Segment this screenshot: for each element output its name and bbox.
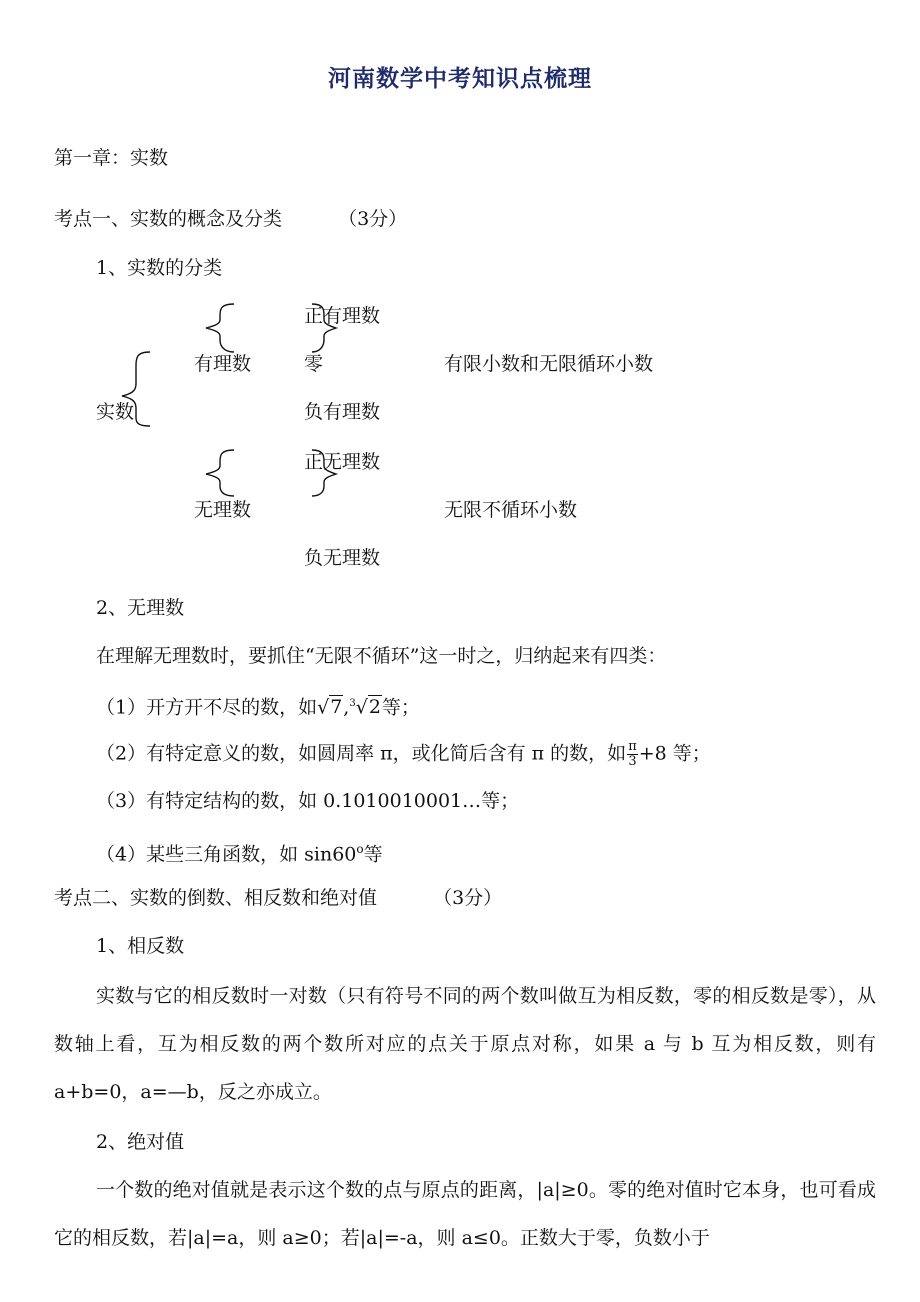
section-heading-absolute: 2、绝对值 (96, 1131, 185, 1153)
irrational-item-3: （3）有特定结构的数，如 0.1010010001…等； (96, 790, 520, 812)
brace-rational-left (206, 304, 234, 352)
item1-separator: , (343, 696, 350, 719)
item1-text: （1）开方开不尽的数，如 (96, 696, 318, 719)
label-neg-rational: 负有理数 (304, 401, 381, 423)
classification-braces (0, 0, 920, 620)
opposite-paragraph: 实数与它的相反数时一对数（只有符号不同的两个数叫做互为相反数，零的相反数是零），从数轴上看，互为相反数的两个数所对应的点关于原点对称，如果 a 与 b 互为相反数，则有 a+b=0，a=—b，反之亦成立。 (54, 985, 876, 1103)
page-title: 河南数学中考知识点梳理 (328, 66, 592, 92)
item1-suffix: 等； (381, 696, 420, 719)
label-pos-rational: 正有理数 (304, 305, 381, 327)
irrational-item-4 (96, 837, 383, 866)
irrational-intro: 在理解无理数时，要抓住“无限不循环”这一时之，归纳起来有四类： (96, 645, 667, 667)
cbrt-index: 3 (349, 698, 356, 709)
item4-suffix: 等 (363, 843, 383, 866)
item2-suffix: +8 等； (638, 742, 711, 765)
brace-irrational-right (312, 450, 336, 496)
point2-title: 考点二、实数的倒数、相反数和绝对值 (54, 887, 378, 909)
sqrt-7: 7 (330, 696, 343, 719)
fraction-numerator: π (628, 739, 637, 754)
section-heading-classification: 1、实数的分类 (96, 257, 223, 279)
label-zero: 零 (304, 353, 324, 375)
label-pos-irrational: 正无理数 (304, 451, 381, 473)
brace-irrational-left (206, 450, 234, 496)
sqrt-symbol: √ (317, 696, 330, 719)
item4-text: （4）某些三角函数，如 sin60 (96, 843, 357, 866)
degree-mark: o (356, 842, 364, 856)
irrational-item-2 (96, 740, 711, 769)
item2-text: （2）有特定意义的数，如圆周率 π，或化简后含有 π 的数，如 (96, 742, 627, 765)
pi-over-3-fraction (627, 740, 638, 769)
point1-score: （3分） (338, 208, 408, 230)
irrational-item-1 (96, 692, 420, 719)
label-rational: 有理数 (194, 353, 252, 375)
label-real: 实数 (96, 401, 135, 423)
point2-heading (54, 886, 502, 910)
cbrt-2: 2 (368, 696, 381, 719)
label-neg-irrational: 负无理数 (304, 547, 381, 569)
section-heading-irrational: 2、无理数 (96, 597, 185, 619)
label-rational-note: 有限小数和无限循环小数 (444, 353, 654, 375)
point1-title: 考点一、实数的概念及分类 (54, 208, 283, 230)
cbrt-symbol: √ (355, 696, 368, 719)
chapter-heading: 第一章：实数 (54, 147, 169, 169)
section-heading-opposite: 1、相反数 (96, 935, 185, 957)
brace-rational-right (312, 304, 336, 352)
absolute-paragraph: 一个数的绝对值就是表示这个数的点与原点的距离，|a|≥0。零的绝对值时它本身，也可看成它的相反数，若|a|=a，则 a≥0；若|a|=-a，则 a≤0。正数大于零，负数小于 (54, 1179, 876, 1249)
fraction-denominator: 3 (628, 754, 637, 769)
label-irrational-note: 无限不循环小数 (444, 499, 578, 521)
brace-real (122, 352, 150, 426)
label-irrational: 无理数 (194, 499, 252, 521)
point2-score: （3分） (433, 887, 503, 909)
